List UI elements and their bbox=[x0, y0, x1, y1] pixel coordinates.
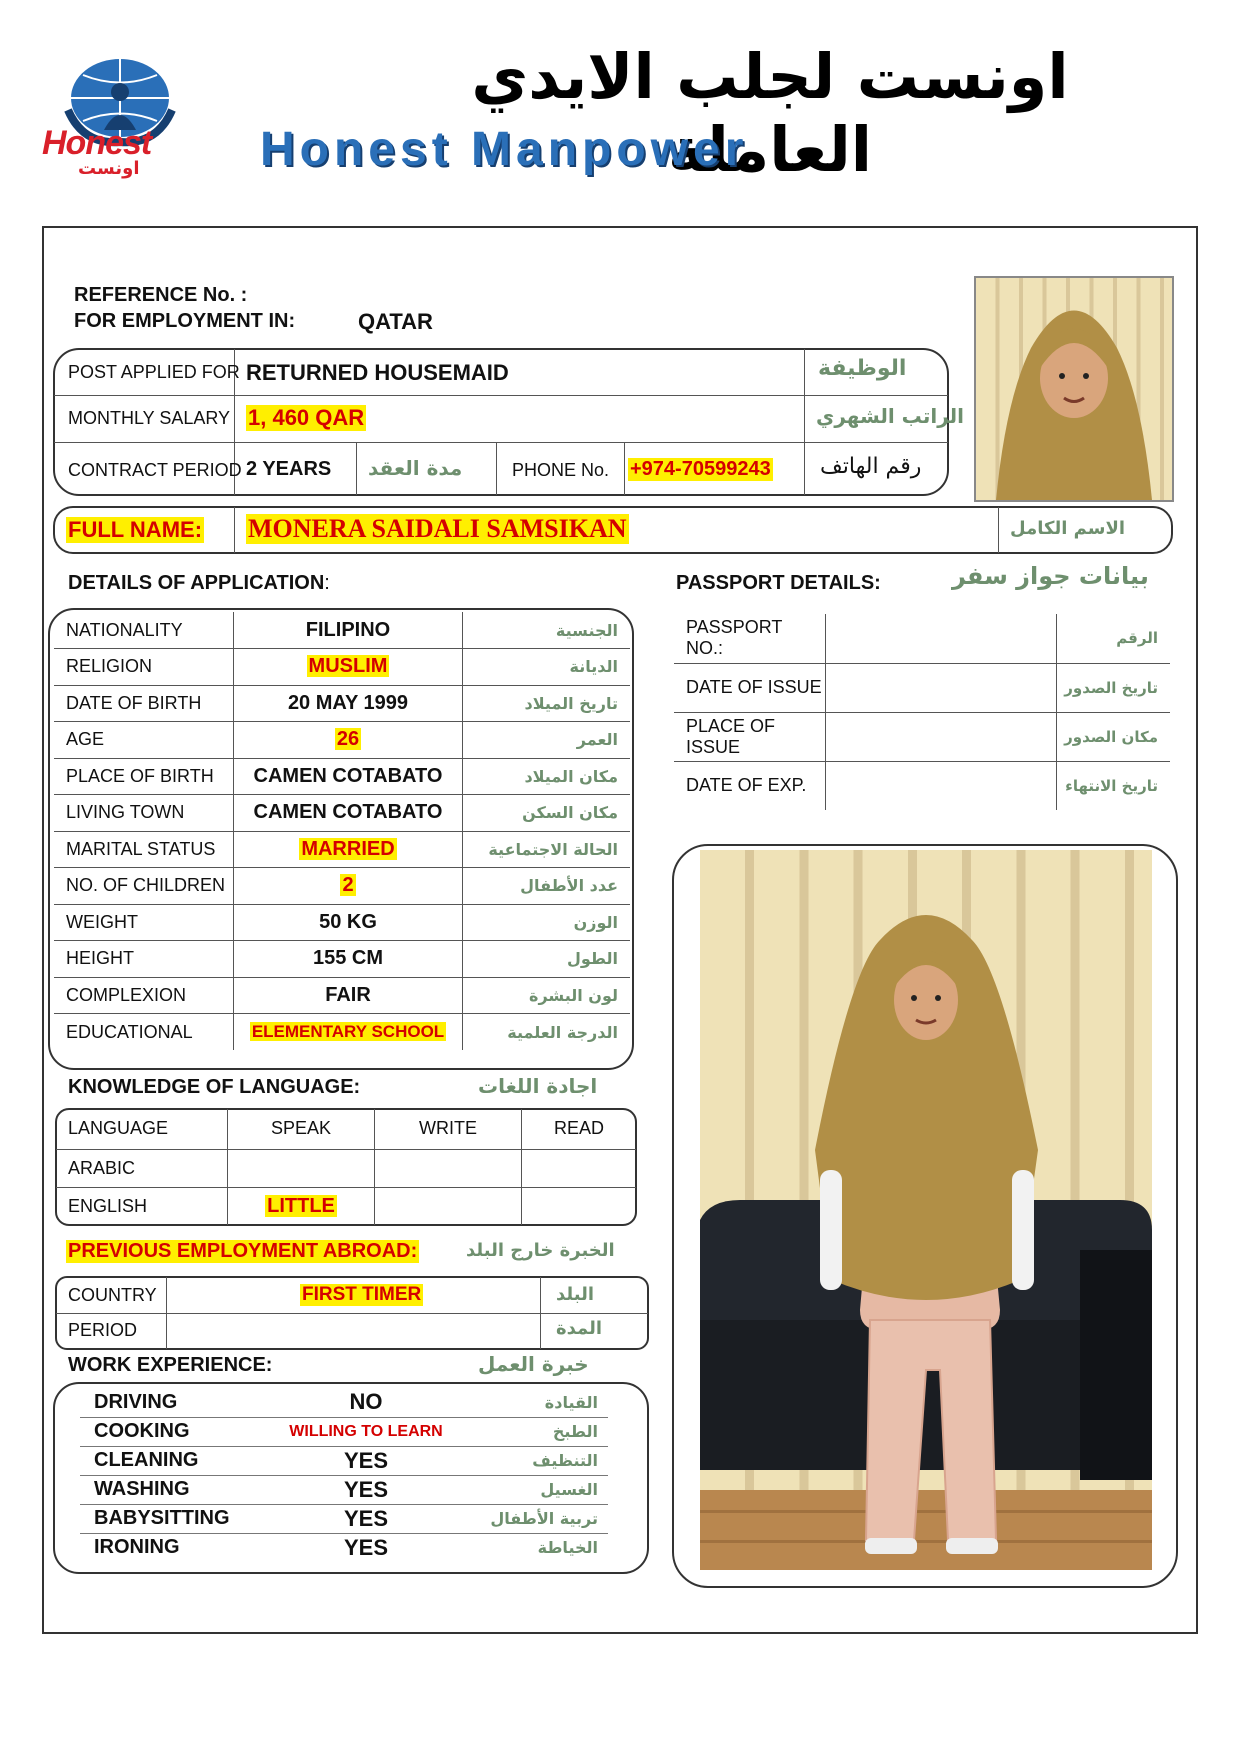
passport-row bbox=[674, 761, 1170, 810]
post-applied-arabic: الوظيفة bbox=[818, 356, 907, 381]
application-row-value: 26 bbox=[336, 728, 360, 751]
period-arabic: المدة bbox=[556, 1318, 603, 1339]
application-row bbox=[54, 612, 630, 649]
work-row-label: WASHING bbox=[94, 1478, 190, 1500]
lang-col-speak: SPEAK bbox=[228, 1109, 375, 1149]
application-row-arabic: الوزن bbox=[573, 912, 618, 932]
passport-row bbox=[674, 712, 1170, 761]
application-row bbox=[54, 795, 630, 832]
application-row-label: HEIGHT bbox=[54, 941, 234, 978]
passport-heading-arabic: بيانات جواز سفر bbox=[952, 562, 1149, 590]
language-row-read bbox=[577, 1195, 581, 1217]
previous-employment-arabic: الخبرة خارج البلد bbox=[466, 1240, 615, 1261]
passport-row-arabic: تاريخ الصدور bbox=[1064, 678, 1158, 697]
language-row-speak-cell bbox=[228, 1149, 375, 1187]
logo-text: Honest bbox=[42, 124, 152, 162]
reference-label: REFERENCE No. : bbox=[74, 284, 248, 306]
application-row-value: 2 bbox=[342, 874, 354, 897]
language-row-write bbox=[446, 1157, 450, 1179]
application-row bbox=[54, 904, 630, 941]
work-row-value: YES bbox=[343, 1447, 389, 1473]
lang-col-language: LANGUAGE bbox=[56, 1109, 228, 1149]
work-row-label: CLEANING bbox=[94, 1449, 199, 1471]
language-row-name: ARABIC bbox=[56, 1149, 228, 1187]
language-row-write-cell bbox=[375, 1149, 522, 1187]
application-row bbox=[54, 722, 630, 759]
country-value: FIRST TIMER bbox=[302, 1284, 422, 1305]
language-row-write bbox=[446, 1195, 450, 1217]
application-row bbox=[54, 685, 630, 722]
application-row-arabic: عدد الأطفال bbox=[520, 876, 618, 896]
work-row-value: YES bbox=[343, 1476, 389, 1502]
passport-row bbox=[674, 663, 1170, 712]
work-row-value: WILLING TO LEARN bbox=[289, 1422, 443, 1440]
employment-label: FOR EMPLOYMENT IN: bbox=[74, 310, 296, 332]
application-row-value: 155 CM bbox=[312, 947, 384, 970]
application-row-value: MARRIED bbox=[301, 837, 395, 860]
work-row-value: YES bbox=[343, 1505, 389, 1531]
contract-period-label: CONTRACT PERIOD bbox=[68, 460, 242, 480]
passport-row-arabic: الرقم bbox=[1116, 629, 1158, 648]
application-row-value-cell bbox=[234, 649, 463, 686]
passport-row bbox=[674, 614, 1170, 663]
work-row-arabic: القيادة bbox=[544, 1392, 598, 1412]
application-row-arabic: مكان السكن bbox=[522, 803, 618, 823]
application-row-arabic: الحالة الاجتماعية bbox=[488, 839, 618, 859]
application-row-value-cell bbox=[234, 904, 463, 941]
contract-period-arabic: مدة العقد bbox=[368, 456, 463, 480]
application-row bbox=[54, 868, 630, 905]
application-row-value: FILIPINO bbox=[305, 618, 391, 641]
application-row-arabic: العمر bbox=[576, 730, 618, 750]
passport-row-value bbox=[826, 663, 1057, 712]
company-logo bbox=[38, 50, 198, 180]
language-row bbox=[56, 1187, 636, 1225]
application-row-label: COMPLEXION bbox=[54, 977, 234, 1014]
monthly-salary-value: 1, 460 QAR bbox=[248, 405, 365, 430]
post-applied-label: POST APPLIED FOR bbox=[68, 362, 240, 382]
application-row-label: RELIGION bbox=[54, 649, 234, 686]
language-row bbox=[56, 1149, 636, 1187]
application-row-label: PLACE OF BIRTH bbox=[54, 758, 234, 795]
application-row-label: NATIONALITY bbox=[54, 612, 234, 649]
application-row-arabic: الديانة bbox=[569, 657, 618, 677]
phone-arabic: رقم الهاتف bbox=[820, 454, 922, 479]
passport-row-label: DATE OF ISSUE bbox=[674, 663, 826, 712]
application-row bbox=[54, 831, 630, 868]
work-row bbox=[80, 1388, 608, 1417]
work-row-arabic: الغسيل bbox=[540, 1480, 598, 1499]
work-row bbox=[80, 1417, 608, 1446]
application-row-label: NO. OF CHILDREN bbox=[54, 868, 234, 905]
work-row-label: IRONING bbox=[94, 1536, 180, 1559]
application-row-value: CAMEN COTABATO bbox=[253, 801, 443, 824]
passport-row-label: DATE OF EXP. bbox=[674, 761, 826, 810]
passport-row-label: PASSPORT NO.: bbox=[674, 614, 826, 663]
work-experience-table bbox=[80, 1388, 608, 1562]
period-label: PERIOD bbox=[68, 1320, 138, 1340]
employment-value: QATAR bbox=[358, 309, 433, 334]
passport-heading: PASSPORT DETAILS: bbox=[676, 572, 881, 594]
language-heading: KNOWLEDGE OF LANGUAGE: bbox=[68, 1076, 361, 1098]
application-row-value-cell bbox=[234, 1014, 463, 1051]
work-row-label: DRIVING bbox=[94, 1390, 178, 1413]
work-row bbox=[80, 1504, 608, 1533]
phone-value: +974-70599243 bbox=[630, 458, 771, 480]
application-row-value-cell bbox=[234, 722, 463, 759]
application-row-arabic: تاريخ الميلاد bbox=[524, 693, 618, 713]
application-row-value-cell bbox=[234, 758, 463, 795]
applicant-portrait-photo bbox=[974, 276, 1174, 502]
passport-row-arabic: تاريخ الانتهاء bbox=[1065, 776, 1158, 795]
lang-col-read: READ bbox=[553, 1118, 604, 1139]
passport-row-label: PLACE OF ISSUE bbox=[674, 712, 826, 761]
work-row-arabic: الطبخ bbox=[552, 1422, 598, 1441]
application-row-value-cell bbox=[234, 977, 463, 1014]
work-row-label: BABYSITTING bbox=[94, 1507, 230, 1529]
arabic-company-title: اونست لجلب الايدي العاملة bbox=[471, 40, 1069, 186]
application-row-arabic: الجنسية bbox=[555, 620, 618, 640]
details-heading-text: DETAILS OF APPLICATION bbox=[68, 572, 325, 594]
language-row-read-cell bbox=[522, 1187, 637, 1225]
application-row-label: AGE bbox=[54, 722, 234, 759]
application-row-value-cell bbox=[234, 868, 463, 905]
application-row-value-cell bbox=[234, 685, 463, 722]
language-row-speak bbox=[299, 1157, 303, 1179]
application-row-arabic: الدرجة العلمية bbox=[507, 1022, 618, 1042]
work-row bbox=[80, 1475, 608, 1504]
monthly-salary-label: MONTHLY SALARY bbox=[68, 408, 231, 428]
application-row-value: ELEMENTARY SCHOOL bbox=[251, 1022, 445, 1041]
application-row-value: 50 KG bbox=[319, 910, 377, 933]
language-heading-arabic: اجادة اللغات bbox=[478, 1074, 598, 1098]
full-name-arabic: الاسم الكامل bbox=[1010, 518, 1126, 539]
application-row-arabic: لون البشرة bbox=[529, 985, 618, 1005]
english-company-title: Honest Manpower bbox=[260, 123, 749, 176]
work-experience-heading: WORK EXPERIENCE: bbox=[68, 1354, 273, 1376]
application-table bbox=[54, 612, 630, 1050]
application-row bbox=[54, 1014, 630, 1051]
full-name-label: FULL NAME: bbox=[68, 517, 203, 542]
passport-table bbox=[674, 614, 1170, 810]
application-row-label: LIVING TOWN bbox=[54, 795, 234, 832]
language-row-read bbox=[577, 1157, 581, 1179]
phone-label: PHONE No. bbox=[512, 460, 610, 480]
work-row-value: YES bbox=[343, 1534, 389, 1560]
language-table bbox=[56, 1109, 636, 1225]
application-row-label: DATE OF BIRTH bbox=[54, 685, 234, 722]
application-row bbox=[54, 758, 630, 795]
post-applied-value: RETURNED HOUSEMAID bbox=[246, 360, 509, 385]
application-row-value: FAIR bbox=[325, 983, 371, 1006]
application-row-value-cell bbox=[234, 941, 463, 978]
language-row-speak-cell bbox=[228, 1187, 375, 1225]
work-row-arabic: تربية الأطفال bbox=[490, 1509, 598, 1528]
language-row-read-cell bbox=[522, 1149, 637, 1187]
work-row-value: NO bbox=[349, 1389, 383, 1415]
application-row bbox=[54, 977, 630, 1014]
passport-row-value bbox=[826, 712, 1057, 761]
application-row-value: MUSLIM bbox=[308, 655, 388, 678]
logo-arabic-text: اونست bbox=[78, 158, 140, 179]
application-row-value-cell bbox=[234, 612, 463, 649]
full-name-value: MONERA SAIDALI SAMSIKAN bbox=[248, 514, 627, 543]
lang-col-write: WRITE bbox=[375, 1109, 522, 1149]
application-row-value: CAMEN COTABATO bbox=[253, 764, 443, 787]
application-row-label: EDUCATIONAL bbox=[54, 1014, 234, 1051]
contract-period-value: 2 YEARS bbox=[246, 458, 332, 480]
details-heading bbox=[68, 572, 330, 595]
application-row-label: WEIGHT bbox=[54, 904, 234, 941]
application-row-value: 20 MAY 1999 bbox=[287, 691, 409, 714]
work-row bbox=[80, 1446, 608, 1475]
application-row-value-cell bbox=[234, 831, 463, 868]
language-row-speak: LITTLE bbox=[267, 1194, 335, 1217]
previous-employment-heading: PREVIOUS EMPLOYMENT ABROAD: bbox=[68, 1240, 418, 1262]
application-row-arabic: الطول bbox=[567, 949, 618, 969]
monthly-salary-arabic: الراتب الشهري bbox=[816, 404, 964, 428]
work-row bbox=[80, 1533, 608, 1562]
country-arabic: البلد bbox=[556, 1284, 595, 1305]
work-experience-arabic: خبرة العمل bbox=[478, 1352, 589, 1376]
application-row-arabic: مكان الميلاد bbox=[524, 766, 618, 786]
application-row bbox=[54, 649, 630, 686]
application-row-value-cell bbox=[234, 795, 463, 832]
application-row bbox=[54, 941, 630, 978]
work-row-arabic: الخياطة bbox=[537, 1538, 598, 1558]
passport-row-value bbox=[826, 614, 1057, 663]
application-row-label: MARITAL STATUS bbox=[54, 831, 234, 868]
language-row-name: ENGLISH bbox=[56, 1187, 228, 1225]
work-row-arabic: التنظيف bbox=[532, 1451, 598, 1470]
language-row-write-cell bbox=[375, 1187, 522, 1225]
applicant-full-body-photo bbox=[700, 850, 1152, 1570]
passport-row-value bbox=[826, 761, 1057, 810]
details-heading-colon: : bbox=[324, 572, 330, 594]
work-row-label: COOKING bbox=[94, 1420, 190, 1442]
country-label: COUNTRY bbox=[68, 1285, 157, 1305]
passport-row-arabic: مكان الصدور bbox=[1064, 727, 1158, 746]
